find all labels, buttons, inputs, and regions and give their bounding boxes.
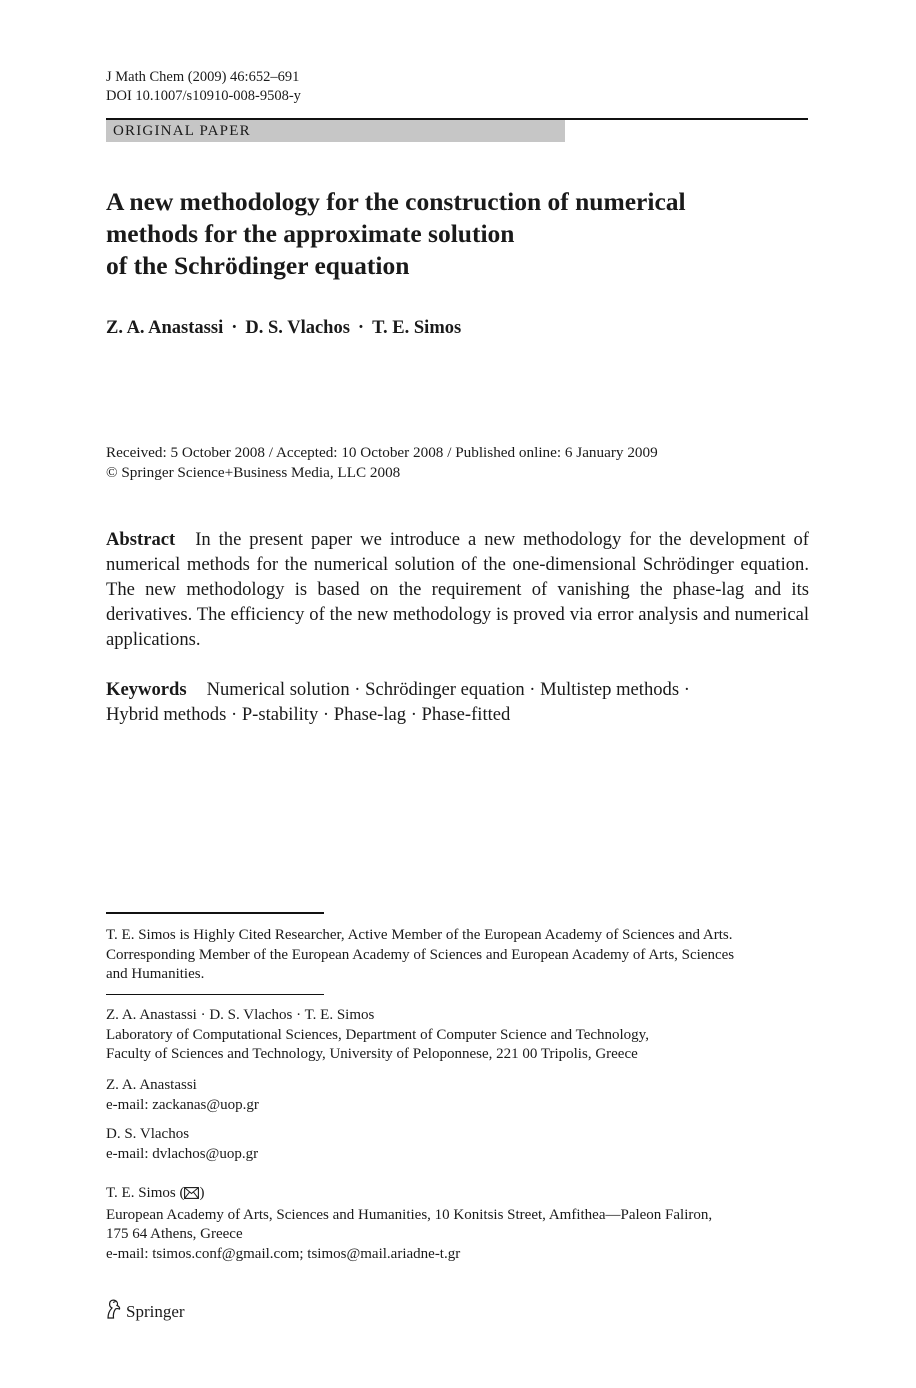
publication-dates xyxy=(106,443,658,483)
keywords-line-2: Hybrid methods · P-stability · Phase-lag · Phase-fitted xyxy=(106,704,511,725)
contact-simos xyxy=(106,1184,809,1264)
affiliation-line-1: Laboratory of Computational Sciences, Department of Computer Science and Technology, xyxy=(106,1026,649,1043)
journal-line: J Math Chem (2009) 46:652–691 xyxy=(106,69,300,85)
publisher-logo xyxy=(104,1299,185,1325)
contact-email[interactable]: e-mail: dvlachos@uop.gr xyxy=(106,1145,259,1162)
doi-line: DOI 10.1007/s10910-008-9508-y xyxy=(106,88,301,104)
contact-email[interactable]: e-mail: tsimos.conf@gmail.com; tsimos@mail.ariadne-t.gr xyxy=(106,1245,461,1262)
contact-anastassi xyxy=(106,1076,809,1115)
affiliation-line-2: Faculty of Sciences and Technology, University of Peloponnese, 221 00 Tripolis, Greece xyxy=(106,1046,638,1062)
abstract xyxy=(106,527,809,652)
title-line-2: methods for the approximate solution xyxy=(106,219,515,248)
affiliation xyxy=(106,1006,809,1065)
footnote xyxy=(106,926,809,985)
footnote-line-3: and Humanities. xyxy=(106,966,205,982)
copyright-line: © Springer Science+Business Media, LLC 2008 xyxy=(106,464,401,481)
author-list xyxy=(106,316,461,340)
contact-address-2: 175 64 Athens, Greece xyxy=(106,1226,243,1242)
keywords-line-1: Numerical solution · Schrödinger equation · Multistep methods · xyxy=(206,679,690,700)
author-2: D. S. Vlachos xyxy=(245,318,350,338)
springer-horse-icon xyxy=(104,1299,122,1325)
title-line-3: of the Schrödinger equation xyxy=(106,251,410,280)
contact-vlachos xyxy=(106,1125,809,1164)
paper-title xyxy=(106,186,806,282)
abstract-text: In the present paper we introduce a new methodology for the development of numerical methods for the numerical solution of the one-dimensional Schrödinger equation. The new methodology is based on the requirement of vanishing the phase-lag and its derivatives. The efficiency of the new methodology is proved via error analysis and numerical applications. xyxy=(106,529,809,650)
contact-name: D. S. Vlachos xyxy=(106,1126,190,1142)
article-type-banner xyxy=(106,120,565,142)
journal-citation xyxy=(106,68,301,106)
footnote-line-2: Corresponding Member of the European Academy of Sciences and European Academy of Arts, Sciences xyxy=(106,946,735,963)
received-line: Received: 5 October 2008 / Accepted: 10 October 2008 / Published online: 6 January 2009 xyxy=(106,444,658,461)
affiliation-rule xyxy=(106,994,324,995)
footnote-rule xyxy=(106,912,324,914)
abstract-label: Abstract xyxy=(106,529,176,550)
contact-name: T. E. Simos ( xyxy=(106,1185,185,1201)
affiliation-names: Z. A. Anastassi · D. S. Vlachos · T. E. Simos xyxy=(106,1007,375,1023)
footnote-line-1: T. E. Simos is Highly Cited Researcher, Active Member of the European Academy of Sciences and Arts. xyxy=(106,927,733,943)
contact-email[interactable]: e-mail: zackanas@uop.gr xyxy=(106,1096,259,1113)
author-separator: · xyxy=(357,318,365,338)
keywords-label: Keywords xyxy=(106,679,187,700)
envelope-icon xyxy=(184,1186,199,1206)
title-line-1: A new methodology for the construction of numerical xyxy=(106,187,686,216)
author-separator: · xyxy=(231,318,238,338)
contact-name: Z. A. Anastassi xyxy=(106,1077,197,1093)
author-3: T. E. Simos xyxy=(372,318,462,338)
keywords xyxy=(106,677,809,727)
contact-address-1: European Academy of Arts, Sciences and Humanities, 10 Konitsis Street, Amfithea—Paleon Faliron, xyxy=(106,1206,713,1223)
publisher-name: Springer xyxy=(126,1302,185,1321)
author-1: Z. A. Anastassi xyxy=(106,318,224,338)
article-type-label: ORIGINAL PAPER xyxy=(113,123,251,139)
contact-name-close: ) xyxy=(199,1185,205,1201)
